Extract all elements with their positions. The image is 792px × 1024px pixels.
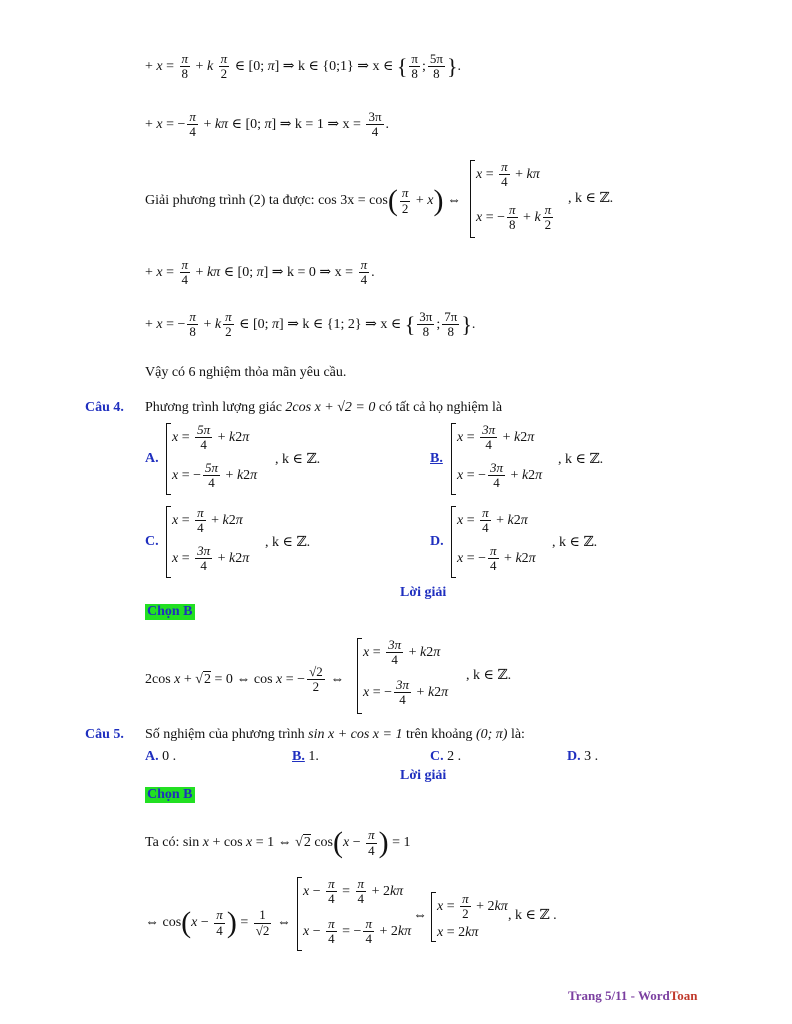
option-c-bracket: [166, 506, 167, 578]
question-4-text: Phương trình lượng giác 2cos x + √2 = 0 có tất cả họ nghiệm là: [145, 400, 503, 415]
q4-solution-bracket: [357, 638, 358, 714]
q5-bracket-2-row: x = 2kπ: [437, 925, 479, 940]
system-row: x = $\frac{\pi}{4}$ + kπ: [476, 159, 540, 190]
q5-ta-co-line: Ta có: sin x + cos x = 1 ⇔ √2 cos(x − $\frac{\pi}{4}$ ) = 1: [145, 826, 411, 859]
option-b-bracket: [451, 423, 452, 495]
set-suffix: , k ∈ ℤ.: [568, 191, 614, 206]
question-4-label: Câu 4.: [85, 400, 124, 415]
option-d-suffix: , k ∈ ℤ.: [552, 535, 598, 550]
solution-line-1: + x = $\frac{\pi}{8}$ + k $\frac{\pi}{2}$ ∈ [0; π] ⇒ k ∈ {0;1} ⇒ x ∈ { $\frac{\pi}{8}$ ; $\frac{5\pi}{8}$ }.: [145, 51, 461, 82]
q4-solution-row: x = $\frac{3\pi}{4}$ + k2π: [363, 637, 441, 668]
q4-solution-row: x = − $\frac{3\pi}{4}$ + k2π: [363, 677, 449, 708]
option-d-row: x = $\frac{\pi}{4}$ + k2π: [457, 505, 528, 536]
page-footer: Trang 5/11 - WordToan: [568, 988, 698, 1003]
option-d-row: x = − $\frac{\pi}{4}$ + k2π: [457, 543, 536, 574]
q5-equiv: ⇔: [413, 908, 427, 923]
option-a-suffix: , k ∈ ℤ.: [275, 452, 321, 467]
q5-bracket-1-row: x − $\frac{\pi}{4}$ = − $\frac{\pi}{4}$ + 2kπ: [303, 916, 412, 947]
option-b-row: x = − $\frac{3\pi}{4}$ + k2π: [457, 460, 543, 491]
solution-line-2: + x = − $\frac{\pi}{4}$ + kπ ∈ [0; π] ⇒ k = 1 ⇒ x = $\frac{3\pi}{4}$ .: [145, 109, 390, 140]
option-a-label[interactable]: A.: [145, 451, 159, 466]
q5-option-b[interactable]: B. 1.: [292, 749, 319, 764]
system-row: x = − $\frac{\pi}{8}$ + k $\frac{\pi}{2}$: [476, 202, 552, 233]
solution-line-3: + x = $\frac{\pi}{4}$ + kπ ∈ [0; π] ⇒ k = 0 ⇒ x = $\frac{\pi}{4}$ .: [145, 257, 375, 288]
system-bracket: [470, 160, 471, 238]
option-b-row: x = $\frac{3\pi}{4}$ + k2π: [457, 422, 535, 453]
q5-option-d[interactable]: D. 3 .: [567, 749, 599, 764]
question-5-label: Câu 5.: [85, 727, 124, 742]
option-a-row: x = − $\frac{5\pi}{4}$ + k2π: [172, 460, 258, 491]
q5-bracket-2: [431, 892, 432, 942]
q4-solution-suffix: , k ∈ ℤ.: [466, 668, 512, 683]
option-a-row: x = $\frac{5\pi}{4}$ + k2π: [172, 422, 250, 453]
q5-option-c[interactable]: C. 2 .: [430, 749, 462, 764]
q5-final-equation: ⇔ cos(x − $\frac{\pi}{4}$ ) = $\frac{1}{√2}$ ⇔: [145, 906, 291, 939]
equation-2-line: Giải phương trình (2) ta được: cos 3x = cos( $\frac{\pi}{2}$ + x) ⇔: [145, 184, 461, 217]
q5-final-suffix: , k ∈ ℤ .: [508, 908, 557, 923]
solution-title: Lời giải: [400, 585, 447, 600]
solution-line-4: + x = − $\frac{\pi}{8}$ + k $\frac{\pi}{2}$ ∈ [0; π] ⇒ k ∈ {1; 2} ⇒ x ∈ { $\frac{3\pi}{8}$ ; $\frac{7\pi}{8}$ }.: [145, 309, 476, 340]
q5-chosen-answer-badge: Chọn B: [147, 787, 193, 802]
conclusion: Vậy có 6 nghiệm thỏa mãn yêu cầu.: [145, 365, 347, 380]
option-c-suffix: , k ∈ ℤ.: [265, 535, 311, 550]
option-c-label[interactable]: C.: [145, 534, 159, 549]
option-d-bracket: [451, 506, 452, 578]
q5-bracket-1-row: x − $\frac{\pi}{4}$ = $\frac{\pi}{4}$ + 2kπ: [303, 876, 404, 907]
option-b-suffix: , k ∈ ℤ.: [558, 452, 604, 467]
q5-bracket-2-row: x = $\frac{\pi}{2}$ + 2kπ: [437, 891, 508, 922]
q5-bracket-1: [297, 877, 298, 951]
option-a-bracket: [166, 423, 167, 495]
question-5-text: Số nghiệm của phương trình sin x + cos x = 1 trên khoảng (0; π) là:: [145, 727, 525, 742]
q5-option-a[interactable]: A. 0 .: [145, 749, 177, 764]
q5-solution-title: Lời giải: [400, 768, 447, 783]
chosen-answer-badge: Chọn B: [147, 604, 193, 619]
option-c-row: x = $\frac{3\pi}{4}$ + k2π: [172, 543, 250, 574]
q4-solution-equation: 2cos x + √2 = 0 ⇔ cos x = − $\frac{√2}{2}$ ⇔: [145, 664, 345, 695]
option-b-label[interactable]: B.: [430, 451, 443, 466]
option-c-row: x = $\frac{\pi}{4}$ + k2π: [172, 505, 243, 536]
option-d-label[interactable]: D.: [430, 534, 444, 549]
